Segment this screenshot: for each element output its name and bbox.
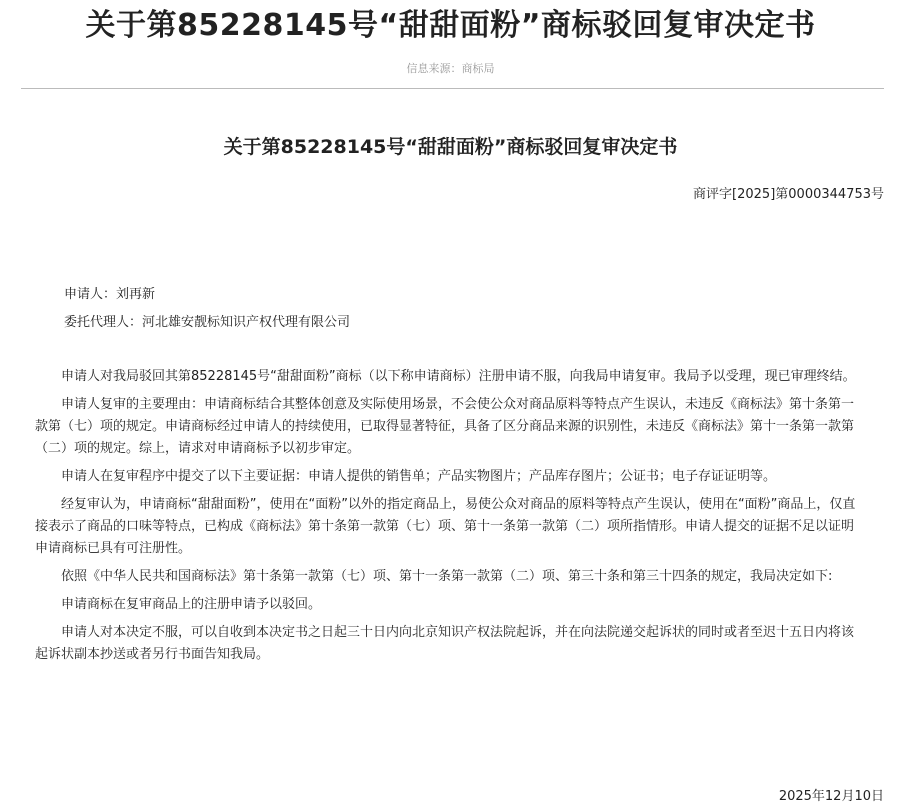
- paragraph: 申请商标在复审商品上的注册申请予以驳回。: [61, 597, 322, 612]
- header-divider: [21, 88, 884, 89]
- paragraph: 申请人复审的主要理由：申请商标结合其整体创意及实际使用场景，不会使公众对商品原料等特点产生误认，未违反《商标法》第十条第一款第（七）项的规定。申请商标经过申请人的持续使用，已取得显著特征，具备了区分商品来源的识别性，未违反《商标法》第十一条第一款第（二）项的规定。综上，请求对申请商标予以初步审定。: [35, 397, 855, 456]
- paragraph: 申请人对我局驳回其第85228145号“甜甜面粉”商标（以下称申请商标）注册申请不服，向我局申请复审。我局予以受理，现已审理终结。: [61, 369, 856, 384]
- document-title: 关于第85228145号“甜甜面粉”商标驳回复审决定书: [223, 136, 678, 158]
- applicant: 申请人：刘再新: [64, 287, 156, 302]
- paragraph: 依照《中华人民共和国商标法》第十条第一款第（七）项、第十一条第一款第（二）项、第三十条和第三十四条的规定，我局决定如下:: [61, 569, 833, 584]
- info-source: 信息来源：商标局: [406, 62, 495, 75]
- agent: 委托代理人：河北雄安靓标知识产权代理有限公司: [64, 315, 351, 330]
- document-body: [35, 366, 865, 672]
- page-title: 关于第85228145号“甜甜面粉”商标驳回复审决定书: [85, 8, 816, 43]
- document-number: 商评字[2025]第0000344753号: [693, 187, 884, 202]
- paragraph: 经复审认为，申请商标“甜甜面粉”，使用在“面粉”以外的指定商品上，易使公众对商品的原料等特点产生误认，使用在“面粉”商品上，仅直接表示了商品的口味等特点，已构成《商标法》第十条第一款第（七）项、第十一条第一款第（二）项所指情形。申请人提交的证据不足以证明申请商标已具有可注册性。: [35, 497, 856, 556]
- document-date: 2025年12月10日: [778, 789, 884, 804]
- paragraph: 申请人在复审程序中提交了以下主要证据：申请人提供的销售单；产品实物图片；产品库存图片；公证书；电子存证证明等。: [61, 469, 777, 484]
- paragraph: 申请人对本决定不服，可以自收到本决定书之日起三十日内向北京知识产权法院起诉，并在向法院递交起诉状的同时或者至迟十五日内将该起诉状副本抄送或者另行书面告知我局。: [35, 625, 855, 662]
